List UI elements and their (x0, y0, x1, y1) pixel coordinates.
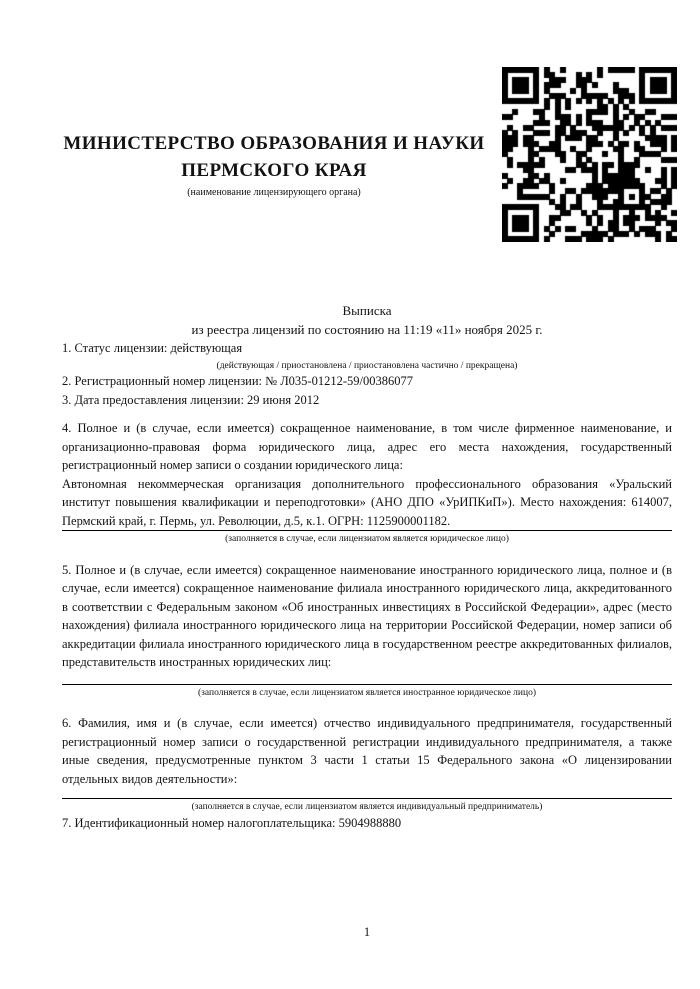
item-6-caption: (заполняется в случае, если лицензиатом является индивидуальный предприниматель) (191, 802, 543, 812)
page-number: 1 (363, 925, 371, 939)
item-5-label: 5. Полное и (в случае, если имеется) сокращенное наименование иностранного юридического лица, полное и (в случае, если имеется) сокращенное наименование филиала иностранного юридического лица, аккредитованного в соответствии с Федеральным законом «Об иностранных инвестициях в Российской Федерации», адрес (место нахождения) филиала иностранного юридического лица на территории Российской Федерации, номер записи об аккредитации филиала иностранного юридического лица в государственном реестре аккредитованных филиалов, представительств иностранных юридических лиц: (62, 562, 672, 669)
item-4-legal-entity-block (62, 419, 672, 531)
item-2-registration-number: 2. Регистрационный номер лицензии: № Л035-01212-59/00386077 (62, 374, 413, 388)
item-4-caption: (заполняется в случае, если лицензиатом является юридическое лицо) (225, 534, 509, 544)
ministry-name-line2: ПЕРМСКОГО КРАЯ (181, 160, 367, 181)
item-1-caption: (действующая / приостановлена / приостановлена частично / прекращена) (216, 360, 518, 371)
document-body (62, 301, 672, 832)
item-5-caption: (заполняется в случае, если лицензиатом является иностранное юридическое лицо) (198, 687, 536, 698)
qr-code-icon (502, 67, 677, 242)
item-4-value: Автономная некоммерческая организация дополнительного профессионального образования «Уральский институт повышения квалификации и переподготовки» (АНО ДПО «УрИПКиП»). Место нахождения: 614007, Пермский край, г. Пермь, ул. Революции, д.5, к.1. ОГРН: 1125900001182. (62, 476, 672, 528)
ministry-name-line1: МИНИСТЕРСТВО ОБРАЗОВАНИЯ И НАУКИ (63, 133, 485, 154)
item-3-license-grant-date: 3. Дата предоставления лицензии: 29 июня 2012 (62, 392, 320, 407)
item-4-label: 4. Полное и (в случае, если имеется) сокращенное наименование, в том числе фирменное наименование, и организационно-правовая форма юридического лица, адрес его места нахождения, государственный регистрационный номер записи о создании юридического лица: (62, 421, 672, 472)
ministry-name-caption: (наименование лицензирующего органа) (187, 187, 361, 198)
item-6-label: 6. Фамилия, имя и (в случае, если имеется) отчество индивидуального предпринимателя, государственный регистрационный номер записи о государственной регистрации индивидуального предпринимателя, а также иные сведения, предусмотренные пунктом 3 части 1 статьи 15 Федерального закона «О лицензировании отдельных видов деятельности»: (62, 716, 672, 786)
item-6-entrepreneur-block (62, 714, 672, 799)
item-5-foreign-entity-block (62, 561, 672, 685)
document-title-line2: из реестра лицензий по состоянию на 11:19 «11» ноября 2025 г. (191, 322, 543, 337)
document-title (62, 301, 672, 339)
licensing-authority-header (57, 130, 491, 199)
item-7-taxpayer-number: 7. Идентификационный номер налогоплательщика: 5904988880 (62, 815, 402, 830)
document-title-line1: Выписка (342, 303, 392, 318)
item-1-license-status: 1. Статус лицензии: действующая (62, 341, 243, 355)
